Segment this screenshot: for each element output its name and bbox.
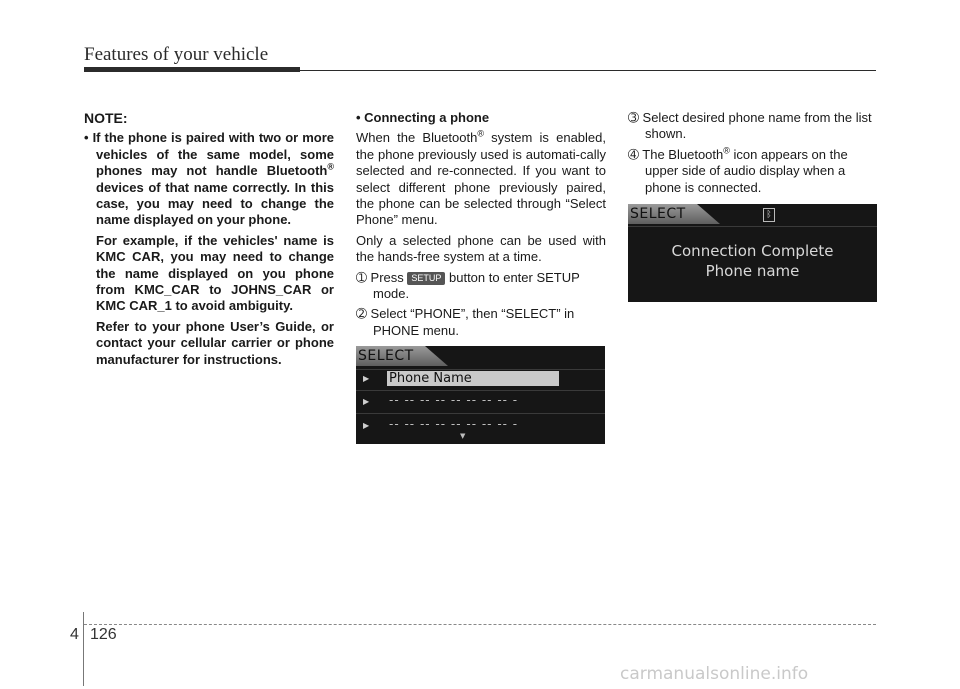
header-rule-thick bbox=[84, 67, 300, 72]
note-paragraph-1 bbox=[84, 130, 334, 228]
step-3-number: ➂ bbox=[628, 110, 639, 125]
step-1 bbox=[356, 270, 606, 303]
step-1-text-b: button to enter SETUP mode. bbox=[373, 269, 580, 302]
note-paragraph-3: Refer to your phone User’s Guide, or contact your cellular carrier or phone manufacturer for instructions. bbox=[96, 318, 334, 367]
step-1-text-a: Press bbox=[370, 269, 408, 285]
row-divider bbox=[356, 413, 605, 414]
footer-divider bbox=[83, 612, 84, 686]
connecting-paragraph-1 bbox=[356, 130, 606, 228]
arrow-right-icon: ▶ bbox=[363, 374, 370, 383]
bluetooth-icon: ᛒ bbox=[763, 208, 775, 222]
step-3-text: Select desired phone name from the list shown. bbox=[642, 110, 872, 142]
phone-name-item: Phone Name bbox=[387, 371, 559, 386]
note-paragraph-2: For example, if the vehicles' name is KMC CAR, you may need to change the name displayed on you phone from KMC_CAR to JOHNS_CAR or KMC CAR_1 to avoid ambiguity. bbox=[96, 232, 334, 314]
step-4-number: ➃ bbox=[628, 146, 639, 162]
note-column bbox=[84, 110, 334, 372]
phone-name-text: Phone name bbox=[705, 262, 800, 280]
connecting-paragraph-2: Only a selected phone can be used with the hands-free system at a time. bbox=[356, 232, 606, 265]
select-tab-label: SELECT bbox=[358, 348, 414, 364]
connection-complete-text: Connection Complete bbox=[671, 242, 834, 260]
empty-phone-slot: -- -- -- -- -- -- -- -- - bbox=[389, 393, 519, 407]
footer-rule bbox=[84, 624, 876, 625]
connection-complete-display bbox=[628, 204, 877, 302]
section-heading: • Connecting a phone bbox=[356, 110, 490, 125]
page-header-title: Features of your vehicle bbox=[84, 44, 269, 65]
watermark: carmanualsonline.info bbox=[620, 664, 809, 684]
bullet: • bbox=[84, 130, 89, 146]
note-text-1b: devices of that name correctly. In this case, you may need to change the name displayed on your phone. bbox=[96, 179, 334, 228]
arrow-right-icon: ▶ bbox=[363, 397, 370, 406]
empty-phone-slot: -- -- -- -- -- -- -- -- - bbox=[389, 417, 519, 431]
step-4-text-b: icon appears on the upper side of audio display when a phone is connected. bbox=[645, 146, 848, 195]
row-divider bbox=[356, 369, 605, 370]
select-tab-label: SELECT bbox=[630, 206, 686, 222]
phone-select-display bbox=[356, 346, 605, 444]
connecting-column bbox=[356, 110, 606, 343]
connecting-text-1a: When the Bluetooth bbox=[356, 130, 478, 146]
row-divider bbox=[356, 390, 605, 391]
registered-mark: ® bbox=[723, 145, 730, 156]
step-2-number: ➁ bbox=[356, 306, 367, 322]
note-text-1a: If the phone is paired with two or more vehicles of the same model, some phones may not handle Bluetooth bbox=[92, 130, 334, 179]
step-1-number: ➀ bbox=[356, 269, 367, 285]
row-divider bbox=[628, 226, 877, 227]
step-4 bbox=[628, 147, 878, 196]
step-2 bbox=[356, 306, 606, 339]
steps-column bbox=[628, 110, 878, 200]
scroll-down-icon: ▼ bbox=[460, 432, 466, 440]
page-number: 126 bbox=[90, 626, 117, 643]
arrow-right-icon: ▶ bbox=[363, 421, 370, 430]
step-2-text: Select “PHONE”, then “SELECT” in PHONE menu. bbox=[370, 306, 575, 338]
setup-button-icon: SETUP bbox=[407, 272, 445, 285]
note-title: NOTE: bbox=[84, 110, 128, 126]
chapter-number: 4 bbox=[70, 626, 79, 643]
step-3 bbox=[628, 110, 878, 143]
registered-mark: ® bbox=[477, 129, 484, 140]
connecting-text-1b: system is enabled, the phone previously used is automati-cally selected and re-connected. If you want to select different phone previously paired, the phone can be selected through “Select Phone” menu. bbox=[356, 130, 606, 228]
registered-mark: ® bbox=[327, 161, 334, 172]
step-4-text-a: The Bluetooth bbox=[642, 146, 724, 162]
header-rule-thin bbox=[300, 70, 876, 71]
